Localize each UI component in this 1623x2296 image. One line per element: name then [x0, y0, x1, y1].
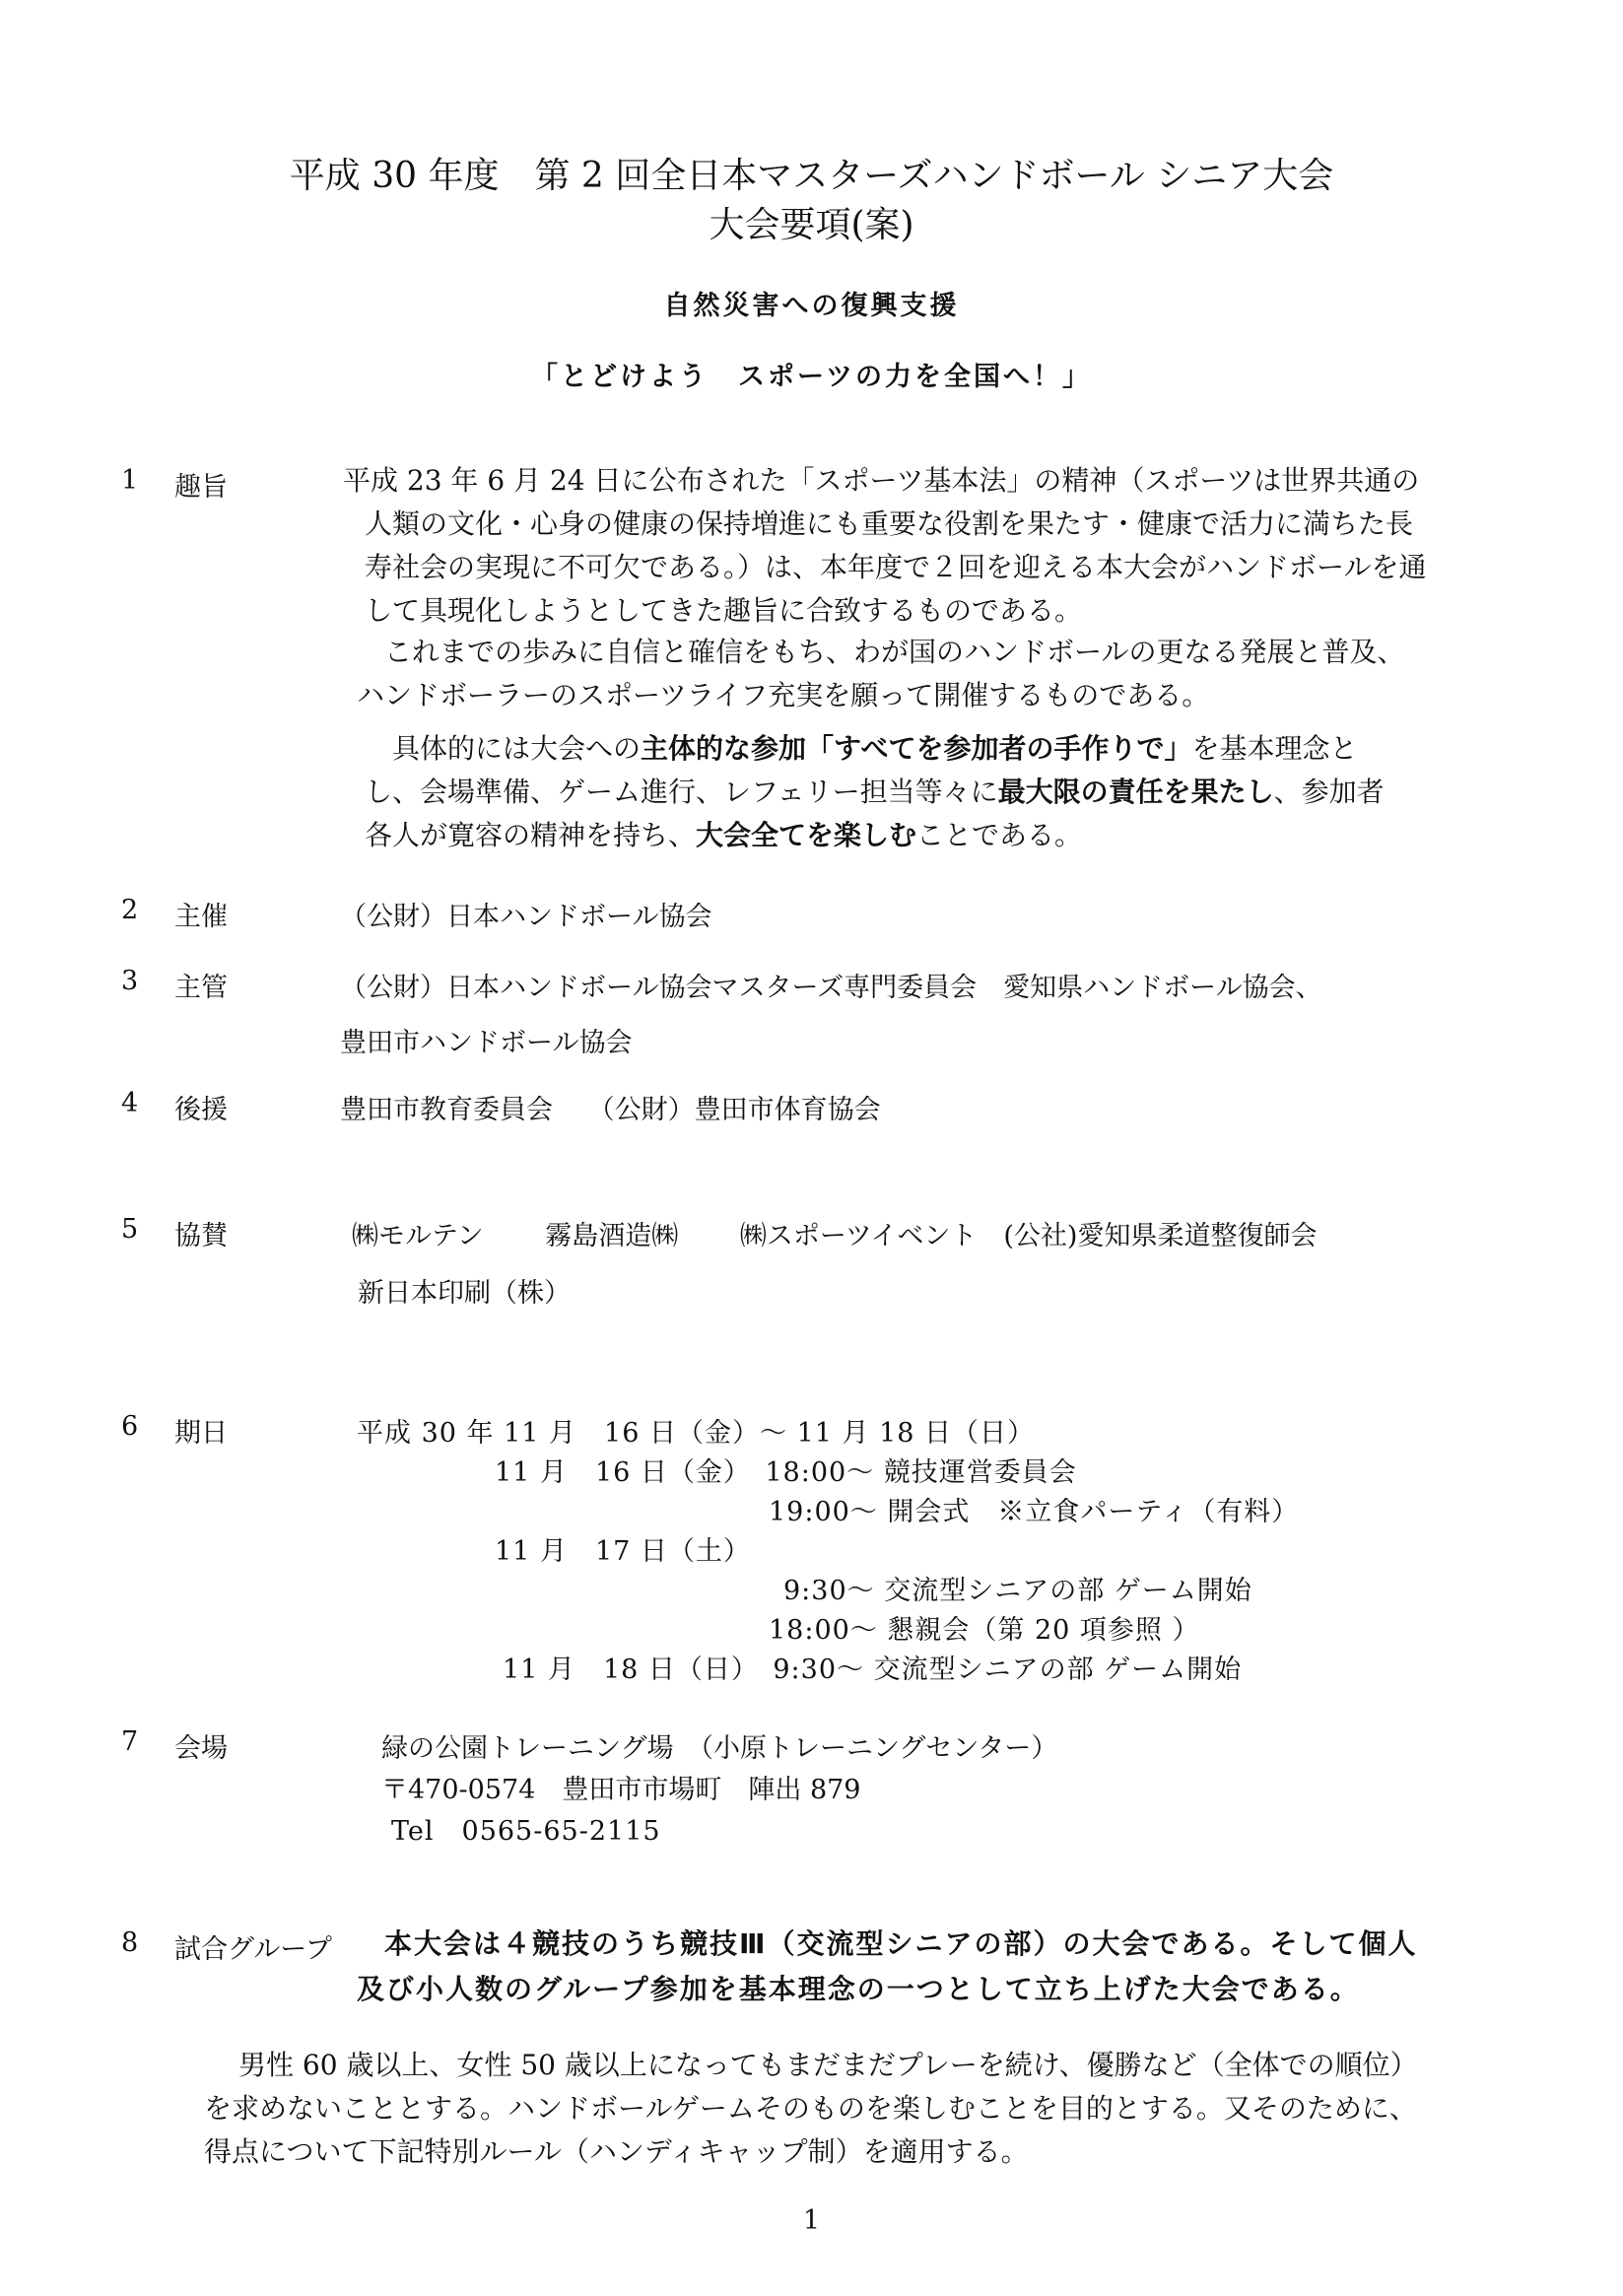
text-run: ことである。	[916, 819, 1083, 851]
schedule-line: 19:00～ 開会式 ※立食パーティ（有料）	[769, 1497, 1300, 1527]
page-number: 1	[802, 2205, 821, 2236]
schedule-line: 11 月 17 日（土）	[495, 1536, 751, 1567]
section-1-paragraph-1	[343, 459, 1525, 633]
section-5-label: 協賛	[174, 1221, 228, 1251]
text-line: 人類の文化・心身の健康の保持増進にも重要な役割を果たす・健康で活力に満ちた長	[365, 507, 1414, 540]
text-run: し、会場準備、ゲーム進行、レフェリー担当等々に	[365, 776, 998, 808]
section-1-number: 1	[121, 465, 139, 496]
emphasis-text: 最大限の責任を果たし	[997, 776, 1274, 808]
section-6-label: 期日	[174, 1418, 228, 1449]
section-8-statement-line-2: 及び小人数のグループ参加を基本理念の一つとして立ち上げた大会である。	[357, 1973, 1360, 2005]
text-line: 得点について下記特別ルール（ハンディキャップ制）を適用する。	[204, 2135, 1029, 2168]
venue-address: 〒470-0574 豊田市市場町 陣出 879	[381, 1775, 861, 1805]
section-1-label: 趣旨	[174, 472, 228, 503]
text-line: 男性 60 歳以上、女性 50 歳以上になってもまだまだプレーを続け、優勝など（全体での順位）	[238, 2049, 1418, 2081]
page-title: 平成 30 年度 第 2 回全日本マスターズハンドボール シニア大会	[289, 156, 1334, 196]
emphasis-text: 大会全てを楽しむ	[696, 819, 917, 851]
section-3-line-1: （公財）日本ハンドボール協会マスターズ専門委員会 愛知県ハンドボール協会、	[340, 973, 1322, 1003]
section-5-sponsors-line-1: ㈱モルテン 霧島酒造㈱ ㈱スポーツイベント (公社)愛知県柔道整復師会	[352, 1221, 1318, 1251]
text-line: ハンドボーラーのスポーツライフ充実を願って開催するものである。	[357, 679, 1210, 711]
text-line: 寿社会の実現に不可欠である。）は、本年度で２回を迎える本大会がハンドボールを通	[365, 551, 1427, 583]
section-2-label: 主催	[174, 902, 228, 932]
text-line: を求めないこととする。ハンドボールゲームそのものを楽しむことを目的とする。又そのために、	[204, 2092, 1417, 2125]
schedule-line: 11 月 16 日（金） 18:00～ 競技運営委員会	[495, 1457, 1077, 1488]
section-4-number: 4	[121, 1088, 139, 1118]
section-8-label: 試合グループ	[174, 1934, 332, 1965]
emphasis-text: 主体的な参加「すべてを参加者の手作りで」	[641, 732, 1192, 765]
section-8-statement-line-1: 本大会は４競技のうち競技Ⅲ（交流型シニアの部）の大会である。そして個人	[384, 1927, 1418, 1960]
section-3-label: 主管	[174, 973, 228, 1003]
section-3-line-2: 豊田市ハンドボール協会	[340, 1028, 633, 1058]
section-4-label: 後援	[174, 1095, 228, 1125]
section-5-sponsors-line-2: 新日本印刷（株）	[358, 1278, 571, 1309]
section-2-text: （公財）日本ハンドボール協会	[340, 902, 712, 932]
section-7-label: 会場	[174, 1733, 228, 1764]
section-3-number: 3	[121, 966, 139, 996]
text-run: 具体的には大会への	[365, 732, 642, 765]
schedule-line: 11 月 18 日（日） 9:30～ 交流型シニアの部 ゲーム開始	[503, 1654, 1243, 1685]
text-run: 、参加者	[1273, 776, 1385, 808]
slogan-theme: 自然災害への復興支援	[663, 291, 960, 321]
section-8-number: 8	[121, 1927, 139, 1958]
venue-name: 緑の公園トレーニング場 （小原トレーニングセンター）	[381, 1733, 1058, 1764]
text-line: これまでの歩みに自信と確信をもち、わが国のハンドボールの更なる発展と普及、	[357, 636, 1405, 668]
schedule-period: 平成 30 年 11 月 16 日（金）～ 11 月 18 日（日）	[357, 1418, 1036, 1449]
text-line: 平成 23 年 6 月 24 日に公布された「スポーツ基本法」の精神（スポーツは世界共通の	[343, 464, 1420, 497]
section-7-number: 7	[121, 1726, 139, 1757]
page-subtitle: 大会要項(案)	[709, 205, 914, 245]
schedule-line: 9:30～ 交流型シニアの部 ゲーム開始	[783, 1576, 1252, 1606]
text-run: 各人が寛容の精神を持ち、	[365, 819, 697, 851]
schedule-line: 18:00～ 懇親会（第 20 項参照 ）	[769, 1615, 1200, 1646]
section-5-number: 5	[121, 1214, 139, 1245]
section-6-number: 6	[121, 1411, 139, 1442]
venue-phone: Tel 0565-65-2115	[391, 1816, 661, 1847]
text-run: を基本理念と	[1191, 732, 1358, 765]
text-line: して具現化しようとしてきた趣旨に合致するものである。	[365, 594, 1083, 627]
slogan-main: 「とどけよう スポーツの力を全国へ！」	[531, 362, 1092, 392]
section-4-text: 豊田市教育委員会 （公財）豊田市体育協会	[340, 1095, 881, 1125]
section-1-paragraph-2	[343, 631, 1525, 717]
section-1-paragraph-3	[343, 727, 1575, 857]
section-8-paragraph	[204, 2044, 1584, 2174]
section-2-number: 2	[121, 895, 139, 925]
